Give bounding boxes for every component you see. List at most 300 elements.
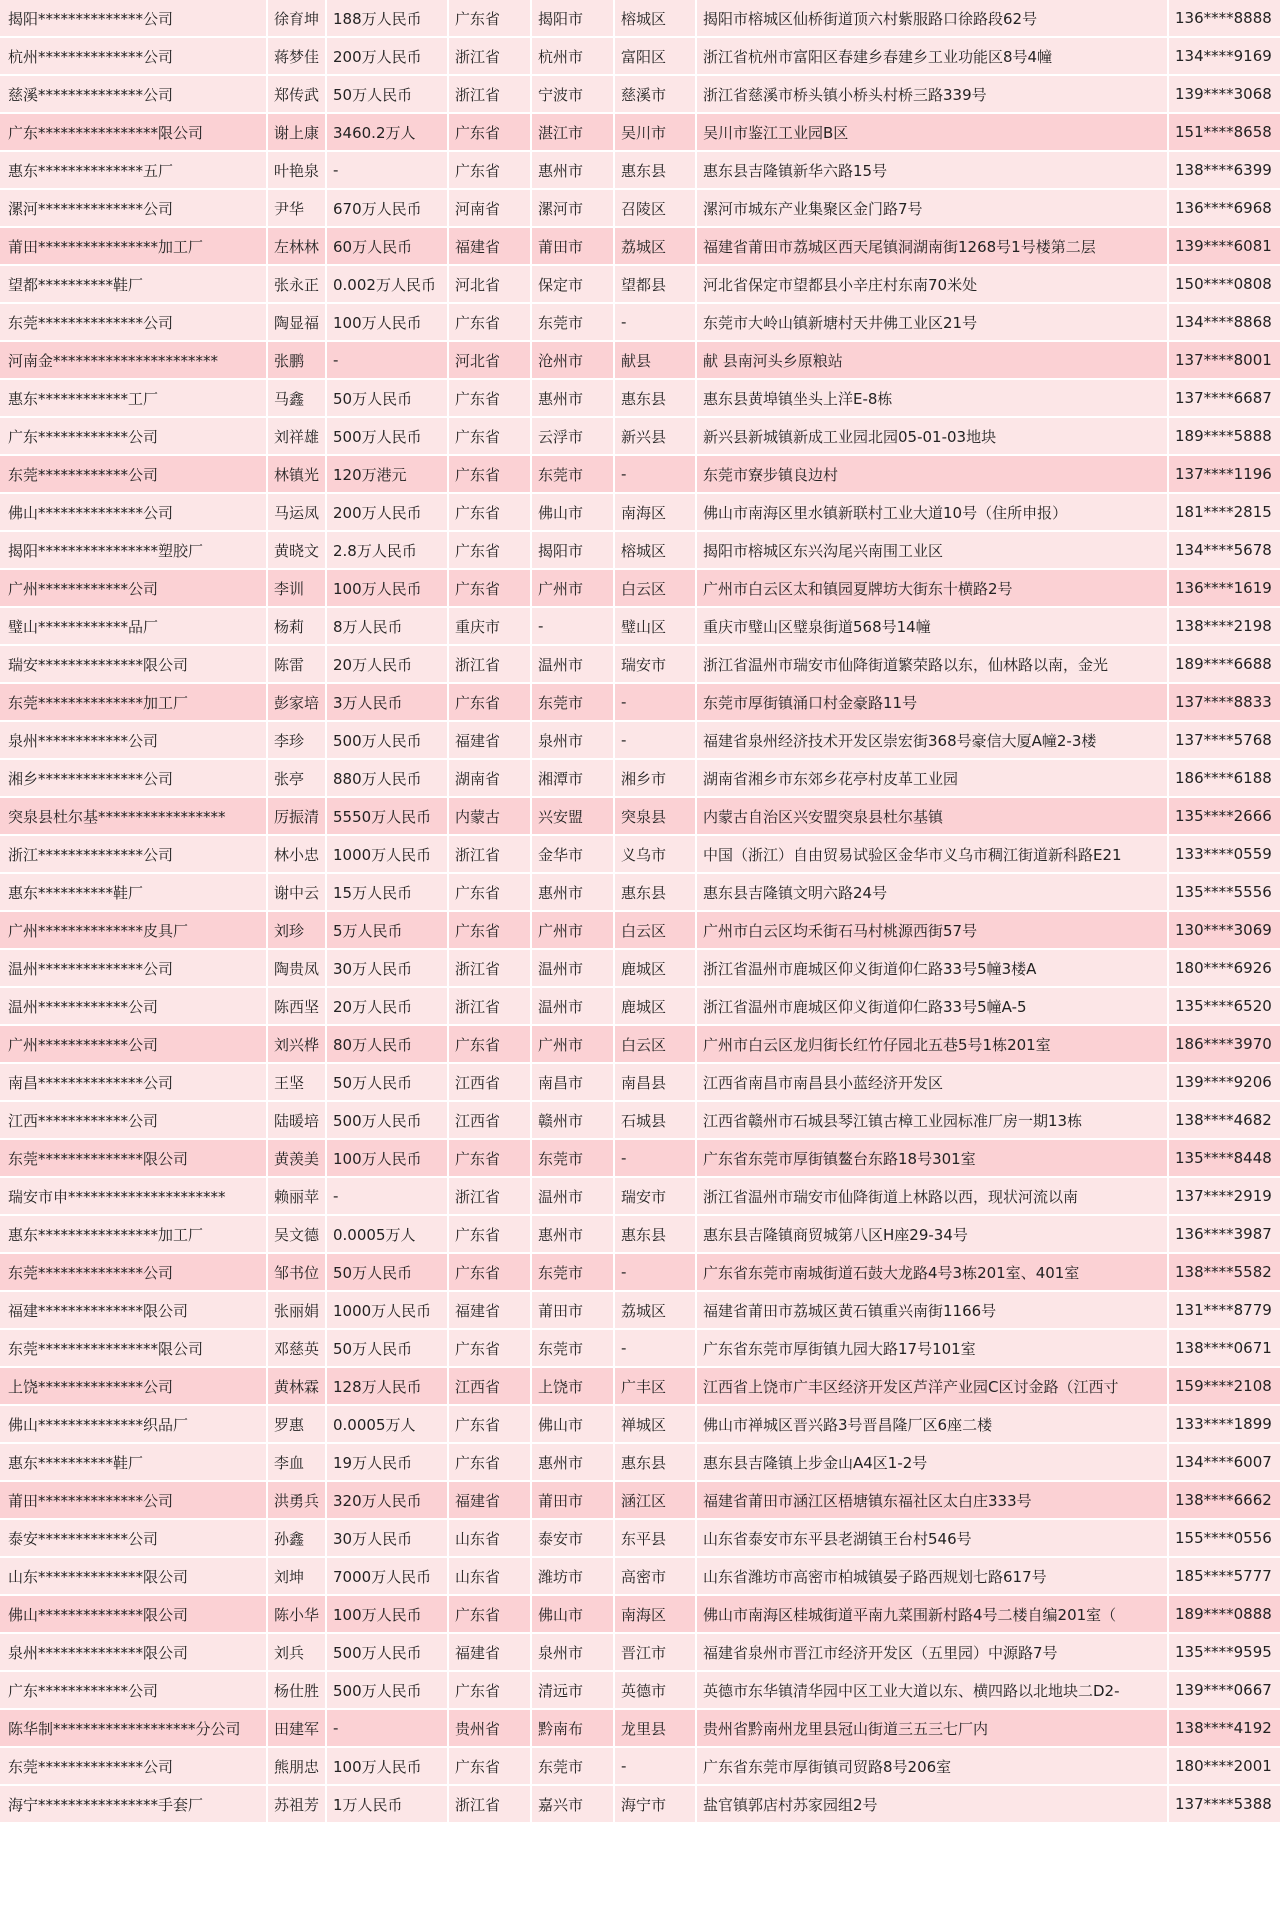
address-cell: 吴川市鉴江工业园B区 (697, 114, 1167, 150)
city-cell: 温州市 (532, 646, 613, 682)
company-cell: 广东****************限公司 (0, 114, 266, 150)
phone-cell: 186****6188 (1169, 760, 1280, 796)
province-cell: 广东省 (449, 570, 530, 606)
address-cell: 献 县南河头乡原粮站 (697, 342, 1167, 378)
district-cell: 献县 (615, 342, 695, 378)
province-cell: 广东省 (449, 1748, 530, 1784)
city-cell: 惠州市 (532, 380, 613, 416)
address-cell: 惠东县吉隆镇上步金山A4区1-2号 (697, 1444, 1167, 1480)
address-cell: 广东省东莞市厚街镇鳌台东路18号301室 (697, 1140, 1167, 1176)
company-cell: 莆田****************加工厂 (0, 228, 266, 264)
capital-cell: - (327, 1178, 447, 1214)
phone-cell: 139****6081 (1169, 228, 1280, 264)
phone-cell: 189****0888 (1169, 1596, 1280, 1632)
company-cell: 东莞**************公司 (0, 1748, 266, 1784)
city-cell: 宁波市 (532, 76, 613, 112)
capital-cell: 20万人民币 (327, 646, 447, 682)
table-row (0, 874, 1280, 910)
company-cell: 泰安************公司 (0, 1520, 266, 1556)
company-cell: 佛山**************公司 (0, 494, 266, 530)
table-row (0, 1748, 1280, 1784)
table-row (0, 722, 1280, 758)
address-cell: 江西省南昌市南昌县小蓝经济开发区 (697, 1064, 1167, 1100)
address-cell: 浙江省温州市鹿城区仰义街道仰仁路33号5幢3楼A (697, 950, 1167, 986)
district-cell: 涵江区 (615, 1482, 695, 1518)
phone-cell: 135****6520 (1169, 988, 1280, 1024)
phone-cell: 137****8001 (1169, 342, 1280, 378)
province-cell: 广东省 (449, 0, 530, 36)
city-cell: 金华市 (532, 836, 613, 872)
table-row (0, 1710, 1280, 1746)
district-cell: 南海区 (615, 1596, 695, 1632)
address-cell: 东莞市寮步镇良边村 (697, 456, 1167, 492)
company-cell: 广东************公司 (0, 1672, 266, 1708)
province-cell: 广东省 (449, 1444, 530, 1480)
table-row (0, 950, 1280, 986)
capital-cell: 80万人民币 (327, 1026, 447, 1062)
address-cell: 惠东县吉隆镇文明六路24号 (697, 874, 1167, 910)
city-cell: 莆田市 (532, 1292, 613, 1328)
company-cell: 璧山************品厂 (0, 608, 266, 644)
legal-rep-cell: 厉振清 (268, 798, 325, 834)
city-cell: 东莞市 (532, 456, 613, 492)
table-row (0, 304, 1280, 340)
district-cell: 惠东县 (615, 380, 695, 416)
table-row (0, 38, 1280, 74)
district-cell: 高密市 (615, 1558, 695, 1594)
table-row (0, 1444, 1280, 1480)
table-row (0, 1520, 1280, 1556)
city-cell: 上饶市 (532, 1368, 613, 1404)
district-cell: 瑞安市 (615, 1178, 695, 1214)
table-row (0, 1482, 1280, 1518)
province-cell: 福建省 (449, 1292, 530, 1328)
district-cell: 惠东县 (615, 1444, 695, 1480)
capital-cell: 50万人民币 (327, 76, 447, 112)
province-cell: 福建省 (449, 1482, 530, 1518)
capital-cell: 20万人民币 (327, 988, 447, 1024)
province-cell: 浙江省 (449, 1786, 530, 1822)
capital-cell: 50万人民币 (327, 1330, 447, 1366)
capital-cell: 120万港元 (327, 456, 447, 492)
capital-cell: 200万人民币 (327, 38, 447, 74)
district-cell: 惠东县 (615, 1216, 695, 1252)
city-cell: 云浮市 (532, 418, 613, 454)
company-cell: 揭阳**************公司 (0, 0, 266, 36)
province-cell: 山东省 (449, 1520, 530, 1556)
company-cell: 惠东**********鞋厂 (0, 874, 266, 910)
city-cell: 莆田市 (532, 1482, 613, 1518)
company-cell: 江西************公司 (0, 1102, 266, 1138)
table-row (0, 760, 1280, 796)
table-row (0, 1216, 1280, 1252)
district-cell: 湘乡市 (615, 760, 695, 796)
phone-cell: 138****6662 (1169, 1482, 1280, 1518)
phone-cell: 138****4682 (1169, 1102, 1280, 1138)
capital-cell: 0.002万人民币 (327, 266, 447, 302)
legal-rep-cell: 刘兴桦 (268, 1026, 325, 1062)
company-cell: 东莞**************公司 (0, 1254, 266, 1290)
phone-cell: 138****2198 (1169, 608, 1280, 644)
company-cell: 温州************公司 (0, 988, 266, 1024)
address-cell: 浙江省温州市瑞安市仙降街道繁荣路以东，仙林路以南，金光 (697, 646, 1167, 682)
table-row (0, 684, 1280, 720)
capital-cell: 100万人民币 (327, 1140, 447, 1176)
phone-cell: 139****9206 (1169, 1064, 1280, 1100)
city-cell: 保定市 (532, 266, 613, 302)
company-cell: 广州************公司 (0, 570, 266, 606)
province-cell: 河北省 (449, 342, 530, 378)
address-cell: 惠东县吉隆镇商贸城第八区H座29-34号 (697, 1216, 1167, 1252)
table-row (0, 1634, 1280, 1670)
legal-rep-cell: 陈西坚 (268, 988, 325, 1024)
table-row (0, 1368, 1280, 1404)
company-cell: 山东**************限公司 (0, 1558, 266, 1594)
legal-rep-cell: 李珍 (268, 722, 325, 758)
legal-rep-cell: 黄羡美 (268, 1140, 325, 1176)
city-cell: 泉州市 (532, 1634, 613, 1670)
district-cell: 瑞安市 (615, 646, 695, 682)
legal-rep-cell: 林镇光 (268, 456, 325, 492)
phone-cell: 138****5582 (1169, 1254, 1280, 1290)
phone-cell: 138****4192 (1169, 1710, 1280, 1746)
district-cell: 义乌市 (615, 836, 695, 872)
company-cell: 揭阳****************塑胶厂 (0, 532, 266, 568)
table-row (0, 1406, 1280, 1442)
legal-rep-cell: 陈小华 (268, 1596, 325, 1632)
capital-cell: 1万人民币 (327, 1786, 447, 1822)
phone-cell: 180****2001 (1169, 1748, 1280, 1784)
city-cell: 东莞市 (532, 1140, 613, 1176)
legal-rep-cell: 刘祥雄 (268, 418, 325, 454)
city-cell: 湘潭市 (532, 760, 613, 796)
province-cell: 山东省 (449, 1558, 530, 1594)
legal-rep-cell: 杨仕胜 (268, 1672, 325, 1708)
table-row (0, 1672, 1280, 1708)
district-cell: 慈溪市 (615, 76, 695, 112)
table-row (0, 1292, 1280, 1328)
company-cell: 泉州**************限公司 (0, 1634, 266, 1670)
legal-rep-cell: 叶艳泉 (268, 152, 325, 188)
capital-cell: 0.0005万人 (327, 1406, 447, 1442)
legal-rep-cell: 张亭 (268, 760, 325, 796)
legal-rep-cell: 杨莉 (268, 608, 325, 644)
legal-rep-cell: 蒋梦佳 (268, 38, 325, 74)
company-cell: 东莞**************加工厂 (0, 684, 266, 720)
phone-cell: 136****3987 (1169, 1216, 1280, 1252)
city-cell: 漯河市 (532, 190, 613, 226)
legal-rep-cell: 左林林 (268, 228, 325, 264)
province-cell: 广东省 (449, 1140, 530, 1176)
legal-rep-cell: 王坚 (268, 1064, 325, 1100)
address-cell: 福建省泉州经济技术开发区崇宏街368号豪信大厦A幢2-3楼 (697, 722, 1167, 758)
address-cell: 广东省东莞市南城街道石鼓大龙路4号3栋201室、401室 (697, 1254, 1167, 1290)
table-row (0, 342, 1280, 378)
address-cell: 浙江省杭州市富阳区春建乡春建乡工业功能区8号4幢 (697, 38, 1167, 74)
legal-rep-cell: 马运凤 (268, 494, 325, 530)
district-cell: 英德市 (615, 1672, 695, 1708)
table-row (0, 266, 1280, 302)
company-cell: 陈华制*******************分公司 (0, 1710, 266, 1746)
province-cell: 广东省 (449, 1330, 530, 1366)
city-cell: 广州市 (532, 1026, 613, 1062)
table-row (0, 1786, 1280, 1822)
district-cell: 南海区 (615, 494, 695, 530)
legal-rep-cell: 黄晓文 (268, 532, 325, 568)
table-row (0, 76, 1280, 112)
city-cell: 东莞市 (532, 1748, 613, 1784)
capital-cell: 15万人民币 (327, 874, 447, 910)
company-cell: 广州**************皮具厂 (0, 912, 266, 948)
district-cell: - (615, 1254, 695, 1290)
table-row (0, 1064, 1280, 1100)
capital-cell: 50万人民币 (327, 380, 447, 416)
address-cell: 江西省上饶市广丰区经济开发区芦洋产业园C区讨金路（江西寸 (697, 1368, 1167, 1404)
capital-cell: 5550万人民币 (327, 798, 447, 834)
address-cell: 东莞市厚街镇涌口村金豪路11号 (697, 684, 1167, 720)
legal-rep-cell: 刘珍 (268, 912, 325, 948)
legal-rep-cell: 陈雷 (268, 646, 325, 682)
legal-rep-cell: 张鹏 (268, 342, 325, 378)
province-cell: 江西省 (449, 1064, 530, 1100)
capital-cell: 50万人民币 (327, 1064, 447, 1100)
address-cell: 漯河市城东产业集聚区金门路7号 (697, 190, 1167, 226)
city-cell: 潍坊市 (532, 1558, 613, 1594)
province-cell: 浙江省 (449, 1178, 530, 1214)
city-cell: 温州市 (532, 988, 613, 1024)
province-cell: 浙江省 (449, 76, 530, 112)
province-cell: 江西省 (449, 1368, 530, 1404)
table-row (0, 228, 1280, 264)
district-cell: - (615, 1748, 695, 1784)
capital-cell: 670万人民币 (327, 190, 447, 226)
phone-cell: 134****6007 (1169, 1444, 1280, 1480)
capital-cell: 7000万人民币 (327, 1558, 447, 1594)
province-cell: 河南省 (449, 190, 530, 226)
address-cell: 广州市白云区龙归街长红竹仔园北五巷5号1栋201室 (697, 1026, 1167, 1062)
province-cell: 贵州省 (449, 1710, 530, 1746)
address-cell: 浙江省温州市鹿城区仰义街道仰仁路33号5幢A-5 (697, 988, 1167, 1024)
province-cell: 浙江省 (449, 38, 530, 74)
city-cell: 温州市 (532, 1178, 613, 1214)
legal-rep-cell: 刘兵 (268, 1634, 325, 1670)
province-cell: 浙江省 (449, 646, 530, 682)
province-cell: 广东省 (449, 912, 530, 948)
district-cell: 东平县 (615, 1520, 695, 1556)
province-cell: 广东省 (449, 304, 530, 340)
city-cell: 佛山市 (532, 1596, 613, 1632)
capital-cell: 50万人民币 (327, 1254, 447, 1290)
company-cell: 广东************公司 (0, 418, 266, 454)
city-cell: 清远市 (532, 1672, 613, 1708)
phone-cell: 138****6399 (1169, 152, 1280, 188)
capital-cell: 188万人民币 (327, 0, 447, 36)
address-cell: 佛山市禅城区晋兴路3号晋昌隆厂区6座二楼 (697, 1406, 1167, 1442)
phone-cell: 134****5678 (1169, 532, 1280, 568)
table-row (0, 1596, 1280, 1632)
legal-rep-cell: 马鑫 (268, 380, 325, 416)
phone-cell: 134****8868 (1169, 304, 1280, 340)
province-cell: 广东省 (449, 532, 530, 568)
legal-rep-cell: 邓慈英 (268, 1330, 325, 1366)
address-cell: 中国（浙江）自由贸易试验区金华市义乌市稠江街道新科路E21 (697, 836, 1167, 872)
phone-cell: 131****8779 (1169, 1292, 1280, 1328)
address-cell: 湖南省湘乡市东郊乡花亭村皮革工业园 (697, 760, 1167, 796)
district-cell: 海宁市 (615, 1786, 695, 1822)
phone-cell: 138****0671 (1169, 1330, 1280, 1366)
district-cell: 望都县 (615, 266, 695, 302)
table-row (0, 836, 1280, 872)
legal-rep-cell: 田建军 (268, 1710, 325, 1746)
city-cell: 兴安盟 (532, 798, 613, 834)
legal-rep-cell: 郑传武 (268, 76, 325, 112)
phone-cell: 185****5777 (1169, 1558, 1280, 1594)
phone-cell: 134****9169 (1169, 38, 1280, 74)
province-cell: 浙江省 (449, 950, 530, 986)
company-cell: 东莞****************限公司 (0, 1330, 266, 1366)
phone-cell: 139****0667 (1169, 1672, 1280, 1708)
district-cell: 白云区 (615, 1026, 695, 1062)
province-cell: 广东省 (449, 684, 530, 720)
company-cell: 惠东**********鞋厂 (0, 1444, 266, 1480)
phone-cell: 135****9595 (1169, 1634, 1280, 1670)
district-cell: 石城县 (615, 1102, 695, 1138)
capital-cell: 500万人民币 (327, 1634, 447, 1670)
address-cell: 浙江省慈溪市桥头镇小桥头村桥三路339号 (697, 76, 1167, 112)
address-cell: 山东省潍坊市高密市柏城镇晏子路西规划七路617号 (697, 1558, 1167, 1594)
legal-rep-cell: 彭家培 (268, 684, 325, 720)
company-cell: 广州************公司 (0, 1026, 266, 1062)
company-cell: 上饶**************公司 (0, 1368, 266, 1404)
phone-cell: 137****6687 (1169, 380, 1280, 416)
phone-cell: 189****5888 (1169, 418, 1280, 454)
company-cell: 佛山**************织品厂 (0, 1406, 266, 1442)
phone-cell: 133****1899 (1169, 1406, 1280, 1442)
legal-rep-cell: 吴文德 (268, 1216, 325, 1252)
phone-cell: 137****1196 (1169, 456, 1280, 492)
capital-cell: 500万人民币 (327, 418, 447, 454)
address-cell: 贵州省黔南州龙里县冠山街道三五三七厂内 (697, 1710, 1167, 1746)
phone-cell: 155****0556 (1169, 1520, 1280, 1556)
capital-cell: 5万人民币 (327, 912, 447, 948)
capital-cell: 500万人民币 (327, 1672, 447, 1708)
district-cell: 鹿城区 (615, 988, 695, 1024)
district-cell: 龙里县 (615, 1710, 695, 1746)
table-row (0, 0, 1280, 36)
city-cell: 惠州市 (532, 1444, 613, 1480)
city-cell: - (532, 608, 613, 644)
address-cell: 江西省赣州市石城县琴江镇古樟工业园标准厂房一期13栋 (697, 1102, 1167, 1138)
province-cell: 广东省 (449, 380, 530, 416)
district-cell: 广丰区 (615, 1368, 695, 1404)
table-row (0, 456, 1280, 492)
address-cell: 惠东县黄埠镇坐头上洋E-8栋 (697, 380, 1167, 416)
company-cell: 望都**********鞋厂 (0, 266, 266, 302)
phone-cell: 150****0808 (1169, 266, 1280, 302)
address-cell: 河北省保定市望都县小辛庄村东南70米处 (697, 266, 1167, 302)
company-cell: 杭州**************公司 (0, 38, 266, 74)
city-cell: 赣州市 (532, 1102, 613, 1138)
table-row (0, 114, 1280, 150)
phone-cell: 139****3068 (1169, 76, 1280, 112)
legal-rep-cell: 谢中云 (268, 874, 325, 910)
province-cell: 广东省 (449, 1406, 530, 1442)
province-cell: 广东省 (449, 1216, 530, 1252)
company-cell: 惠东****************加工厂 (0, 1216, 266, 1252)
address-cell: 山东省泰安市东平县老湖镇王台村546号 (697, 1520, 1167, 1556)
city-cell: 惠州市 (532, 874, 613, 910)
district-cell: - (615, 304, 695, 340)
legal-rep-cell: 熊朋忠 (268, 1748, 325, 1784)
capital-cell: 100万人民币 (327, 304, 447, 340)
province-cell: 内蒙古 (449, 798, 530, 834)
city-cell: 惠州市 (532, 1216, 613, 1252)
district-cell: 突泉县 (615, 798, 695, 834)
address-cell: 东莞市大岭山镇新塘村天井佛工业区21号 (697, 304, 1167, 340)
province-cell: 广东省 (449, 1672, 530, 1708)
city-cell: 沧州市 (532, 342, 613, 378)
province-cell: 广东省 (449, 1254, 530, 1290)
province-cell: 广东省 (449, 1596, 530, 1632)
district-cell: 吴川市 (615, 114, 695, 150)
table-row (0, 608, 1280, 644)
company-cell: 惠东**************五厂 (0, 152, 266, 188)
city-cell: 惠州市 (532, 152, 613, 188)
capital-cell: - (327, 342, 447, 378)
address-cell: 广州市白云区均禾街石马村桃源西街57号 (697, 912, 1167, 948)
address-cell: 佛山市南海区里水镇新联村工业大道10号（住所申报） (697, 494, 1167, 530)
address-cell: 广州市白云区太和镇园夏牌坊大街东十横路2号 (697, 570, 1167, 606)
phone-cell: 159****2108 (1169, 1368, 1280, 1404)
legal-rep-cell: 邹书位 (268, 1254, 325, 1290)
company-cell: 湘乡**************公司 (0, 760, 266, 796)
company-cell: 东莞**************限公司 (0, 1140, 266, 1176)
province-cell: 江西省 (449, 1102, 530, 1138)
company-cell: 瑞安**************限公司 (0, 646, 266, 682)
province-cell: 湖南省 (449, 760, 530, 796)
table-row (0, 152, 1280, 188)
province-cell: 广东省 (449, 1026, 530, 1062)
capital-cell: 500万人民币 (327, 722, 447, 758)
table-row (0, 1254, 1280, 1290)
table-row (0, 912, 1280, 948)
table-row (0, 1558, 1280, 1594)
company-cell: 瑞安市申********************* (0, 1178, 266, 1214)
capital-cell: 880万人民币 (327, 760, 447, 796)
table-row (0, 494, 1280, 530)
city-cell: 南昌市 (532, 1064, 613, 1100)
legal-rep-cell: 孙鑫 (268, 1520, 325, 1556)
address-cell: 福建省莆田市荔城区黄石镇重兴南街1166号 (697, 1292, 1167, 1328)
district-cell: 晋江市 (615, 1634, 695, 1670)
legal-rep-cell: 陆暖培 (268, 1102, 325, 1138)
capital-cell: 320万人民币 (327, 1482, 447, 1518)
address-cell: 盐官镇郭店村苏家园组2号 (697, 1786, 1167, 1822)
phone-cell: 136****8888 (1169, 0, 1280, 36)
capital-cell: 100万人民币 (327, 1596, 447, 1632)
table-row (0, 418, 1280, 454)
company-cell: 福建**************限公司 (0, 1292, 266, 1328)
province-cell: 广东省 (449, 456, 530, 492)
capital-cell: - (327, 1710, 447, 1746)
capital-cell: 2.8万人民币 (327, 532, 447, 568)
province-cell: 广东省 (449, 114, 530, 150)
province-cell: 浙江省 (449, 836, 530, 872)
company-cell: 佛山**************限公司 (0, 1596, 266, 1632)
city-cell: 杭州市 (532, 38, 613, 74)
capital-cell: 500万人民币 (327, 1102, 447, 1138)
province-cell: 广东省 (449, 152, 530, 188)
